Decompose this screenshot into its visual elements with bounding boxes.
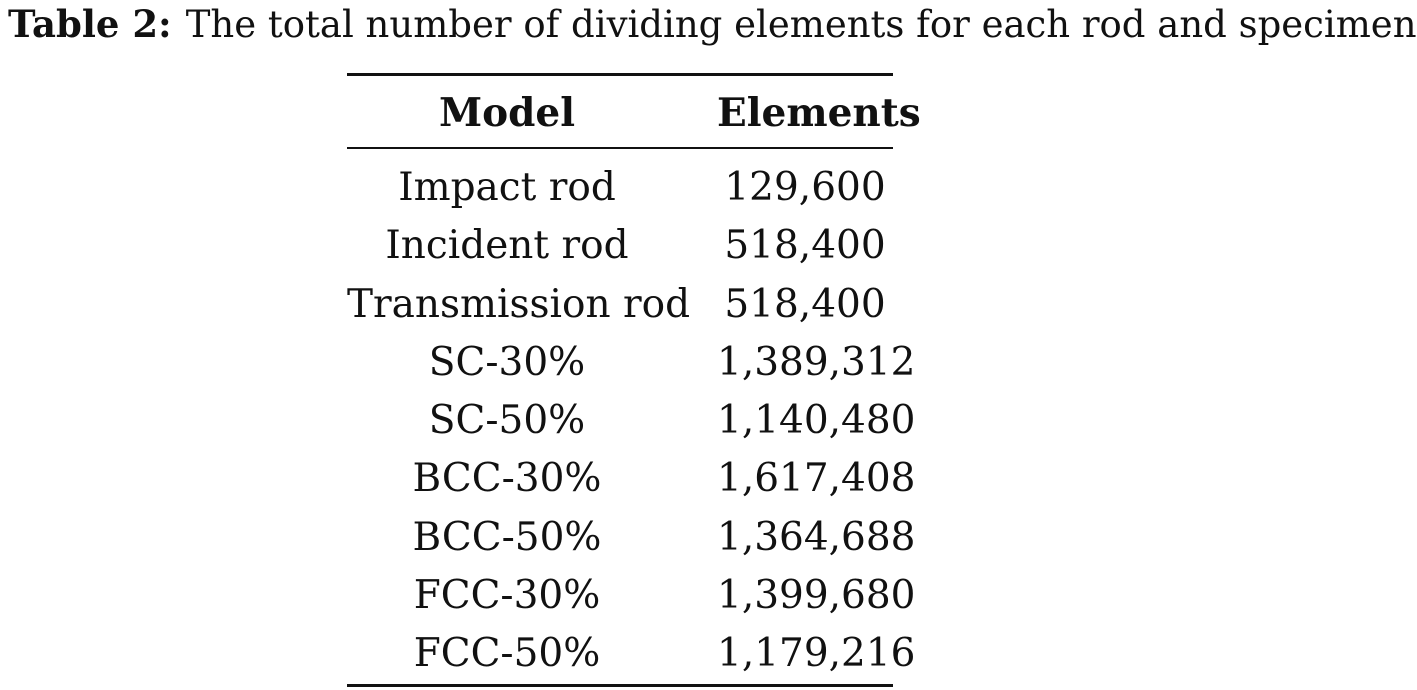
cell-model: SC-50% <box>428 398 586 444</box>
cell-elements: 1,140,480 <box>717 398 916 444</box>
header-elements: Elements <box>717 90 921 136</box>
cell-model: BCC-50% <box>412 514 602 560</box>
caption-label: Table 2: <box>8 2 172 46</box>
table-row <box>347 222 893 280</box>
cell-elements: 1,617,408 <box>717 456 916 502</box>
table-caption <box>8 2 1417 46</box>
cell-model: Transmission rod <box>347 281 691 327</box>
table-body <box>347 164 916 689</box>
cell-elements: 1,399,680 <box>717 573 916 619</box>
cell-model: Incident rod <box>385 223 629 269</box>
caption-text: The total number of dividing elements for each rod and specimen <box>185 3 1417 46</box>
cell-model: SC-30% <box>428 339 586 385</box>
table-row <box>347 339 916 397</box>
cell-elements: 129,600 <box>724 165 886 210</box>
header-rule <box>347 147 893 149</box>
cell-model: FCC-30% <box>413 573 601 619</box>
cell-model: BCC-30% <box>412 456 602 502</box>
cell-elements: 518,400 <box>724 281 886 327</box>
table-row <box>347 281 893 339</box>
cell-elements: 1,389,312 <box>717 339 916 385</box>
table-header-row <box>347 90 921 136</box>
cell-elements: 1,179,216 <box>717 631 916 677</box>
cell-model: FCC-50% <box>413 631 601 677</box>
top-rule <box>347 73 893 76</box>
bottom-rule <box>347 684 893 687</box>
table-row <box>347 572 916 630</box>
table-row <box>347 514 916 572</box>
table-row <box>347 164 893 222</box>
cell-model: Impact rod <box>398 165 616 210</box>
header-model: Model <box>438 90 576 136</box>
table-row <box>347 630 916 688</box>
cell-elements: 518,400 <box>724 223 886 269</box>
cell-elements: 1,364,688 <box>717 514 916 560</box>
table-row <box>347 397 916 455</box>
table-row <box>347 455 916 513</box>
